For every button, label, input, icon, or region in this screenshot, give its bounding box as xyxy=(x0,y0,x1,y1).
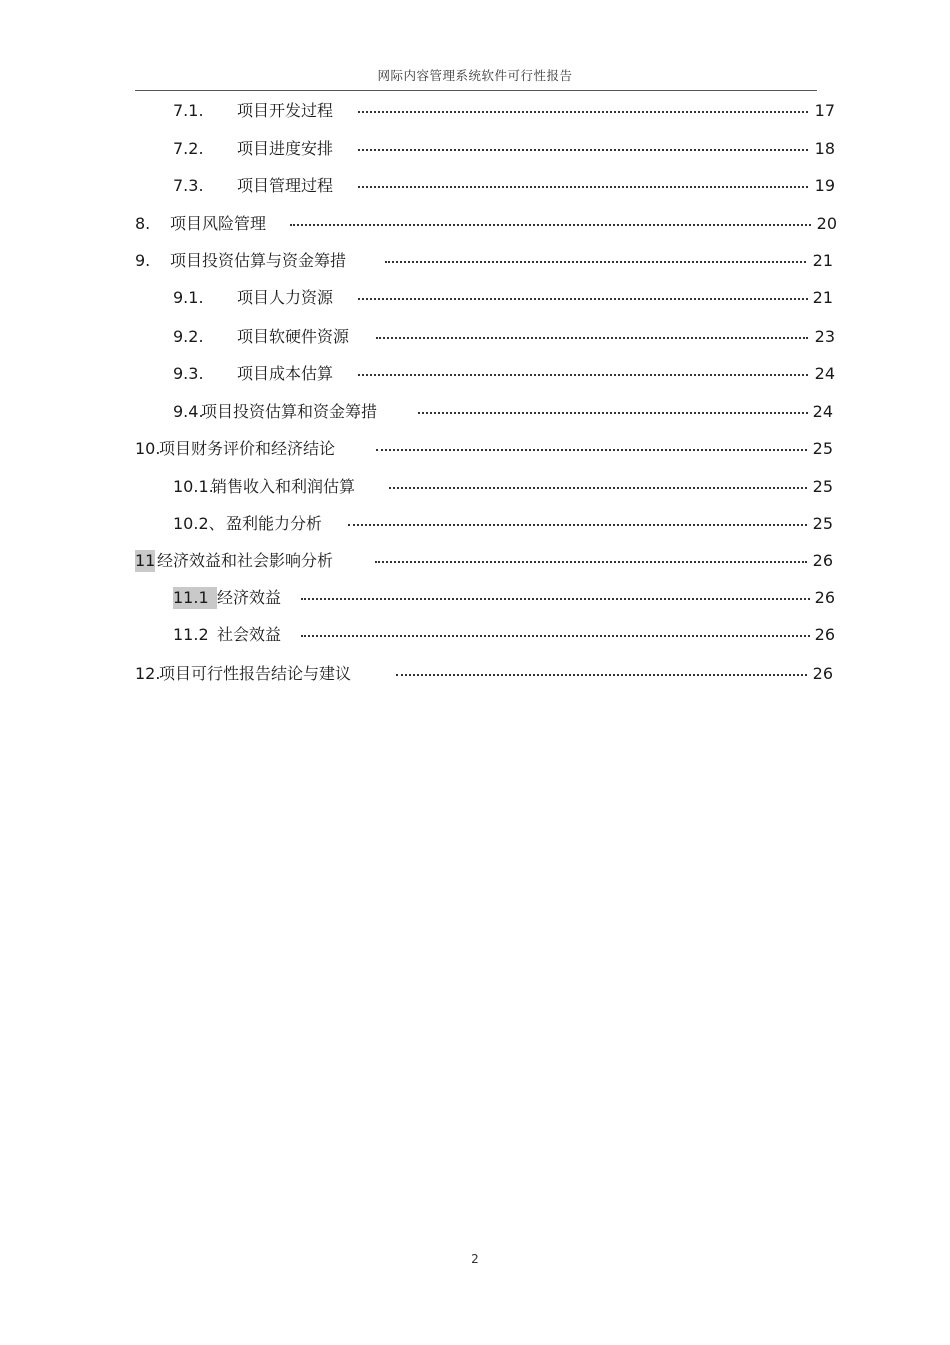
toc-entry[interactable] xyxy=(173,138,835,160)
toc-entry-title: 项目风险管理 xyxy=(170,214,267,233)
toc-entry-number: 12. xyxy=(135,664,161,683)
toc-entry-title: 项目软硬件资源 xyxy=(237,327,350,346)
toc-leader-dots xyxy=(385,261,806,263)
toc-entry-title: 项目管理过程 xyxy=(237,176,334,195)
toc-entry-page: 26 xyxy=(814,588,835,607)
toc-entry-number: 8. xyxy=(135,214,151,233)
toc-entry-number: 11 xyxy=(135,551,156,570)
toc-leader-dots xyxy=(418,412,808,414)
toc-entry-title: 经济效益 xyxy=(217,588,282,607)
toc-entry-number: 9.4. xyxy=(173,402,204,421)
toc-leader-dots xyxy=(301,635,810,637)
toc-entry[interactable] xyxy=(173,476,833,498)
toc-entry-page: 25 xyxy=(812,477,833,496)
toc-entry-page: 23 xyxy=(814,327,835,346)
toc-leader-dots xyxy=(290,224,811,226)
toc-entry-page: 21 xyxy=(812,251,833,270)
toc-leader-dots xyxy=(376,337,808,339)
toc-entry[interactable] xyxy=(173,401,833,423)
toc-entry-page: 17 xyxy=(814,101,835,120)
toc-entry[interactable] xyxy=(173,587,835,609)
toc-leader-dots xyxy=(376,449,807,451)
toc-entry-page: 21 xyxy=(812,288,833,307)
toc-entry-page: 26 xyxy=(812,551,833,570)
toc-entry-number: 7.3. xyxy=(173,176,204,195)
toc-entry-title: 项目投资估算与资金筹措 xyxy=(170,251,347,270)
toc-leader-dots xyxy=(358,298,808,300)
toc-entry-page: 19 xyxy=(814,176,835,195)
toc-entry-title: 项目进度安排 xyxy=(237,139,334,158)
toc-leader-dots xyxy=(348,524,807,526)
toc-entry[interactable] xyxy=(173,363,835,385)
toc-entry-number: 7.1. xyxy=(173,101,204,120)
toc-entry-title: 项目投资估算和资金筹措 xyxy=(201,402,378,421)
toc-entry-title: 项目人力资源 xyxy=(237,288,334,307)
toc-leader-dots xyxy=(358,111,808,113)
toc-entry[interactable] xyxy=(135,213,837,235)
toc-entry[interactable] xyxy=(173,624,835,646)
toc-leader-dots xyxy=(375,561,807,563)
toc-leader-dots xyxy=(389,487,807,489)
toc-entry-title: 经济效益和社会影响分析 xyxy=(157,551,334,570)
toc-entry-number: 10. xyxy=(135,439,161,458)
toc-leader-dots xyxy=(358,149,808,151)
page-header: 网际内容管理系统软件可行性报告 xyxy=(377,68,573,83)
toc-entry-number: 9. xyxy=(135,251,151,270)
toc-leader-dots xyxy=(301,598,810,600)
toc-entry-number: 10.1. xyxy=(173,477,214,496)
toc-entry-number: 9.3. xyxy=(173,364,204,383)
toc-leader-dots xyxy=(396,674,807,676)
page-number: 2 xyxy=(471,1252,479,1266)
toc-entry-number: 11.1 xyxy=(173,587,217,609)
toc-entry[interactable] xyxy=(135,250,833,272)
toc-entry-number: 10.2、 xyxy=(173,514,225,533)
toc-entry-page: 26 xyxy=(814,625,835,644)
toc-entry-title: 项目成本估算 xyxy=(237,364,334,383)
toc-leader-dots xyxy=(358,374,808,376)
toc-entry-title: 项目开发过程 xyxy=(237,101,334,120)
toc-entry[interactable] xyxy=(173,326,835,348)
toc-leader-dots xyxy=(358,186,808,188)
toc-entry[interactable] xyxy=(173,287,833,309)
toc-entry[interactable] xyxy=(135,438,833,460)
toc-entry-number: 9.2. xyxy=(173,327,204,346)
toc-entry-page: 24 xyxy=(812,402,833,421)
toc-entry-title: 销售收入和利润估算 xyxy=(211,477,356,496)
toc-entry[interactable] xyxy=(173,513,833,535)
toc-entry-title: 盈利能力分析 xyxy=(226,514,323,533)
toc-entry-number: 7.2. xyxy=(173,139,204,158)
toc-entry-page: 18 xyxy=(814,139,835,158)
toc-entry[interactable] xyxy=(135,663,833,685)
toc-entry-title: 项目财务评价和经济结论 xyxy=(159,439,336,458)
toc-entry-number: 9.1. xyxy=(173,288,204,307)
toc-entry-page: 25 xyxy=(812,439,833,458)
toc-entry[interactable] xyxy=(173,175,835,197)
toc-entry-title: 社会效益 xyxy=(217,625,282,644)
toc-entry-page: 25 xyxy=(812,514,833,533)
toc-entry-page: 24 xyxy=(814,364,835,383)
toc-entry-page: 20 xyxy=(816,214,837,233)
toc-entry-title: 项目可行性报告结论与建议 xyxy=(159,664,352,683)
toc-entry-number: 11.2 xyxy=(173,625,209,644)
toc-entry[interactable] xyxy=(135,550,833,572)
toc-entry[interactable] xyxy=(173,100,835,122)
toc-entry-page: 26 xyxy=(812,664,833,683)
